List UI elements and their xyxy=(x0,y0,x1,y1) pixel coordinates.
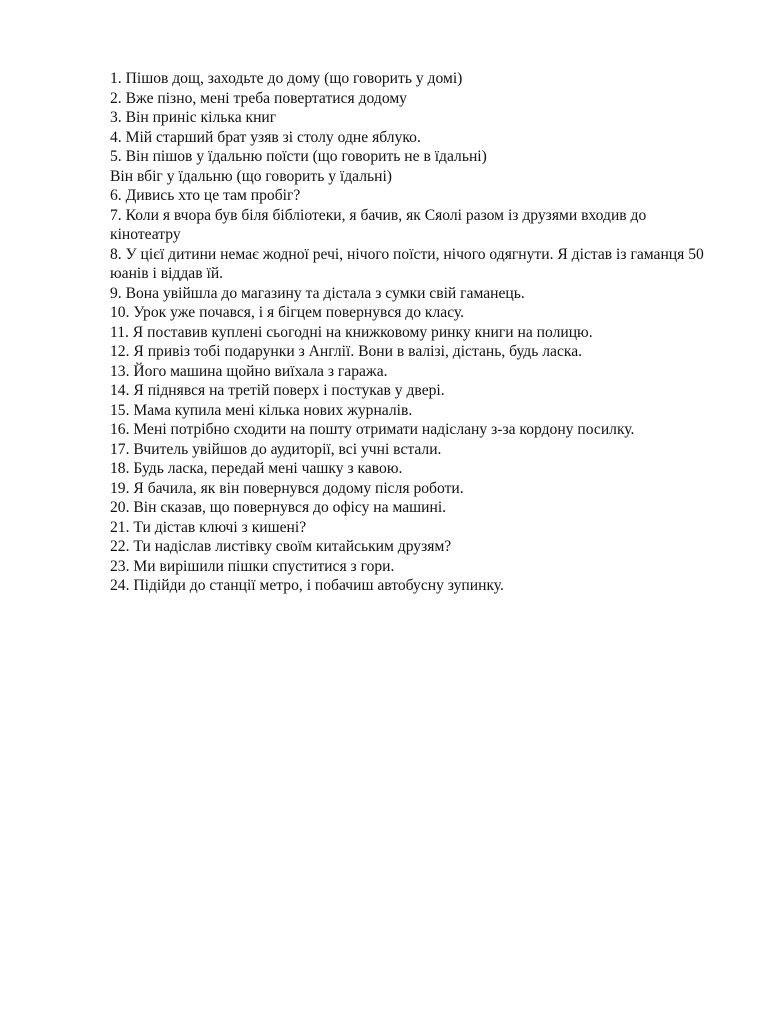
sentence-line: 16. Мені потрібно сходити на пошту отримати надіслану з-за кордону посилку. xyxy=(110,421,635,438)
sentence-line: 15. Мама купила мені кілька нових журналів. xyxy=(110,401,413,419)
document-body xyxy=(110,69,720,596)
sentence-line: 22. Ти надіслав листівку своїм китайським друзям? xyxy=(110,538,452,555)
sentence-line: 11. Я поставив куплені сьогодні на книжковому ринку книги на полицю. xyxy=(110,323,593,341)
sentence-line: 24. Підійди до станції метро, і побачиш автобусну зупинку. xyxy=(110,577,504,594)
sentence-line: 23. Ми вирішили пішки спуститися з гори. xyxy=(110,557,395,575)
sentence-line: 8. У цієї дитини немає жодної речі, нічого поїсти, нічого одягнути. Я дістав із гаманця 50 юанів і віддав їй. xyxy=(110,245,704,282)
sentence-line: 1. Пішов дощ, заходьте до дому (що говорить у домі) xyxy=(110,70,463,87)
sentence-line: 14. Я піднявся на третій поверх і постукав у двері. xyxy=(110,382,445,399)
sentence-line: Він вбіг у їдальню (що говорить у їдальні) xyxy=(110,167,393,185)
sentence-line: 6. Дивись хто це там пробіг? xyxy=(110,187,301,204)
sentence-line: 7. Коли я вчора був біля бібліотеки, я бачив, як Сяолі разом із друзями входив до кінотеатру xyxy=(110,206,647,243)
sentence-line: 3. Він приніс кілька книг xyxy=(110,109,277,126)
sentence-line: 2. Вже пізно, мені треба повертатися додому xyxy=(110,89,407,107)
sentence-line: 4. Мій старший брат узяв зі столу одне яблуко. xyxy=(110,128,421,146)
sentence-line: 20. Він сказав, що повернувся до офісу на машині. xyxy=(110,499,447,516)
sentence-line: 18. Будь ласка, передай мені чашку з кавою. xyxy=(110,460,403,477)
sentence-line: 17. Вчитель увійшов до аудиторії, всі учні встали. xyxy=(110,440,442,458)
sentence-line: 5. Він пішов у їдальню поїсти (що говорить не в їдальні) xyxy=(110,148,487,165)
sentence-line: 12. Я привіз тобі подарунки з Англії. Вони в валізі, дістань, будь ласка. xyxy=(110,343,583,360)
sentence-line: 21. Ти дістав ключі з кишені? xyxy=(110,518,307,536)
sentence-line: 13. Його машина щойно виїхала з гаража. xyxy=(110,362,388,380)
sentence-line: 19. Я бачила, як він повернувся додому після роботи. xyxy=(110,479,464,497)
sentence-line: 9. Вона увійшла до магазину та дістала з сумки свій гаманець. xyxy=(110,284,525,302)
sentence-line: 10. Урок уже почався, і я бігцем повернувся до класу. xyxy=(110,304,465,321)
